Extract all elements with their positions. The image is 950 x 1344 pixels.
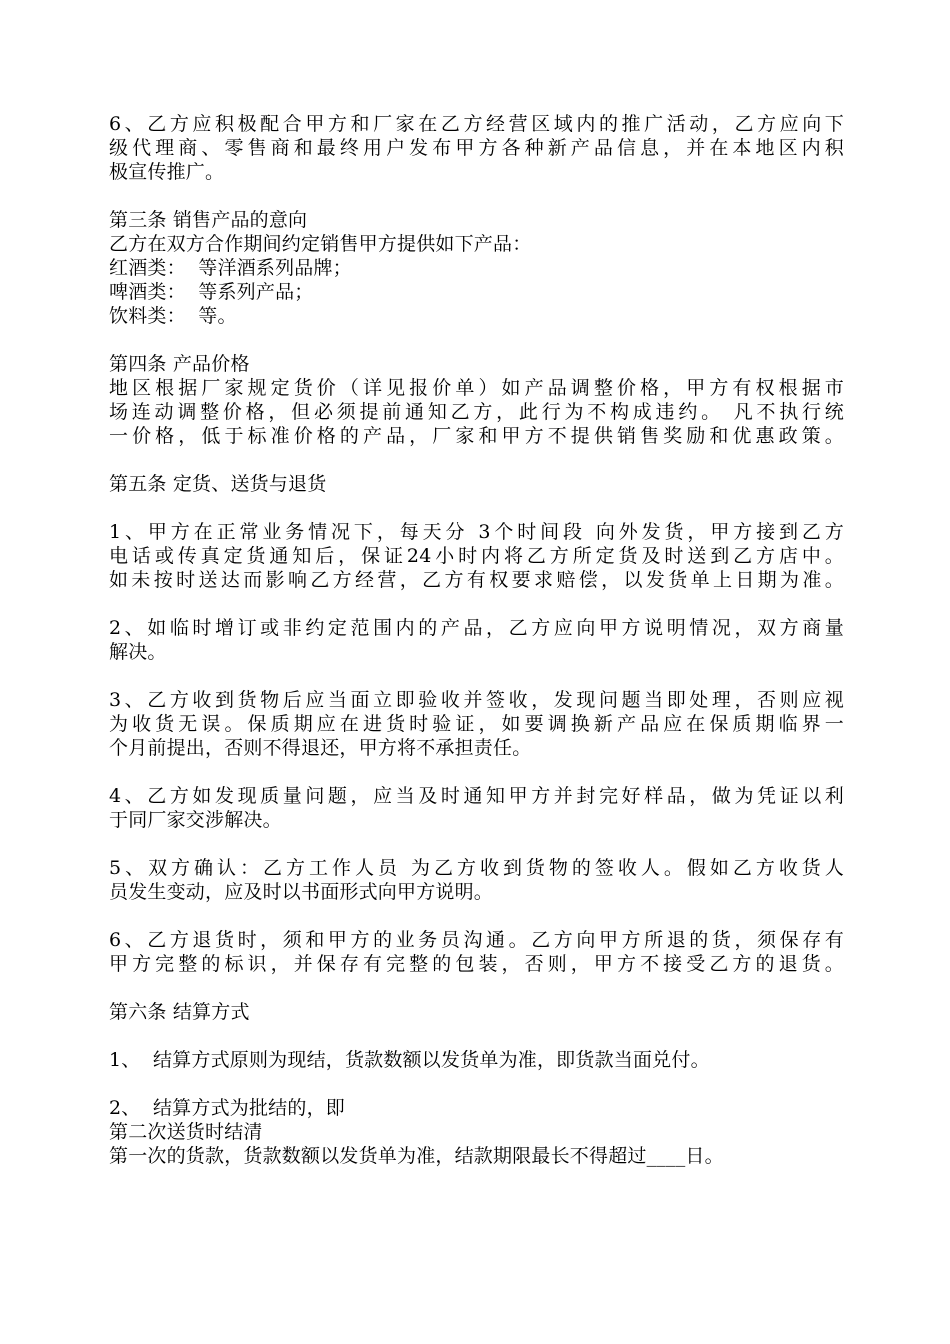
paragraph-gap	[109, 1072, 844, 1096]
text-line: 第一次的货款，货款数额以发货单为准，结款期限最长不得超过____日。	[109, 1145, 724, 1167]
text-line: 啤酒类： 等系列产品；	[109, 281, 314, 303]
text-line: 解决。	[109, 641, 167, 663]
text-line: 乙方在双方合作期间约定销售甲方提供如下产品：	[109, 233, 532, 255]
paragraph-gap	[109, 184, 844, 208]
paragraph-gap	[109, 448, 844, 472]
text-line: 一价格，低于标准价格的产品，厂家和甲方不提供销售奖励和优惠政策。	[109, 425, 844, 447]
text-line: 第六条 结算方式	[109, 1001, 250, 1023]
text-line: 员发生变动，应及时以书面形式向甲方说明。	[109, 881, 494, 903]
text-line: 红酒类： 等洋酒系列品牌；	[109, 257, 352, 279]
text-line: 极宣传推广。	[109, 161, 225, 183]
paragraph-gap	[109, 832, 844, 856]
paragraph-gap	[109, 1024, 844, 1048]
text-line: 如未按时送达而影响乙方经营，乙方有权要求赔偿，以发货单上日期为准。	[109, 569, 844, 591]
text-line: 电话或传真定货通知后，保证24小时内将乙方所定货及时送到乙方店中。	[109, 545, 844, 567]
text-line: 第五条 定货、送货与退货	[109, 473, 327, 495]
text-line: 4、乙方如发现质量问题，应当及时通知甲方并封完好样品，做为凭证以利	[109, 785, 844, 807]
text-line: 于同厂家交涉解决。	[109, 809, 282, 831]
text-line: 饮料类： 等。	[109, 305, 237, 327]
paragraph-gap	[109, 664, 844, 688]
paragraph-gap	[109, 760, 844, 784]
text-line: 地区根据厂家规定货价（详见报价单）如产品调整价格，甲方有权根据市	[109, 377, 844, 399]
text-line: 6、乙方应积极配合甲方和厂家在乙方经营区域内的推广活动，乙方应向下	[109, 113, 844, 135]
text-line: 第三条 销售产品的意向	[109, 209, 308, 231]
text-line: 1、 结算方式原则为现结，货款数额以发货单为准，即货款当面兑付。	[109, 1049, 710, 1071]
document-page	[109, 112, 844, 1168]
paragraph-gap	[109, 976, 844, 1000]
text-line: 1、甲方在正常业务情况下，每天分 3个时间段 向外发货，甲方接到乙方	[109, 521, 844, 543]
text-line: 3、乙方收到货物后应当面立即验收并签收，发现问题当即处理，否则应视	[109, 689, 844, 711]
paragraph-gap	[109, 904, 844, 928]
text-line: 2、如临时增订或非约定范围内的产品，乙方应向甲方说明情况，双方商量	[109, 617, 844, 639]
text-line: 2、 结算方式为批结的，即	[109, 1097, 345, 1119]
text-line: 6、乙方退货时，须和甲方的业务员沟通。乙方向甲方所退的货，须保存有	[109, 929, 844, 951]
text-line: 级代理商、零售商和最终用户发布甲方各种新产品信息，并在本地区内积	[109, 137, 844, 159]
paragraph-gap	[109, 592, 844, 616]
text-line: 第四条 产品价格	[109, 353, 250, 375]
text-line: 场连动调整价格，但必须提前通知乙方，此行为不构成违约。 凡不执行统	[109, 401, 844, 423]
text-line: 个月前提出，否则不得退还，甲方将不承担责任。	[109, 737, 532, 759]
paragraph-gap	[109, 328, 844, 352]
text-line: 第二次送货时结清	[109, 1121, 263, 1143]
text-line: 5、双方确认：乙方工作人员 为乙方收到货物的签收人。假如乙方收货人	[109, 857, 844, 879]
text-line: 甲方完整的标识，并保存有完整的包装，否则，甲方不接受乙方的退货。	[109, 953, 844, 975]
paragraph-gap	[109, 496, 844, 520]
text-line: 为收货无误。保质期应在进货时验证，如要调换新产品应在保质期临界一	[109, 713, 844, 735]
